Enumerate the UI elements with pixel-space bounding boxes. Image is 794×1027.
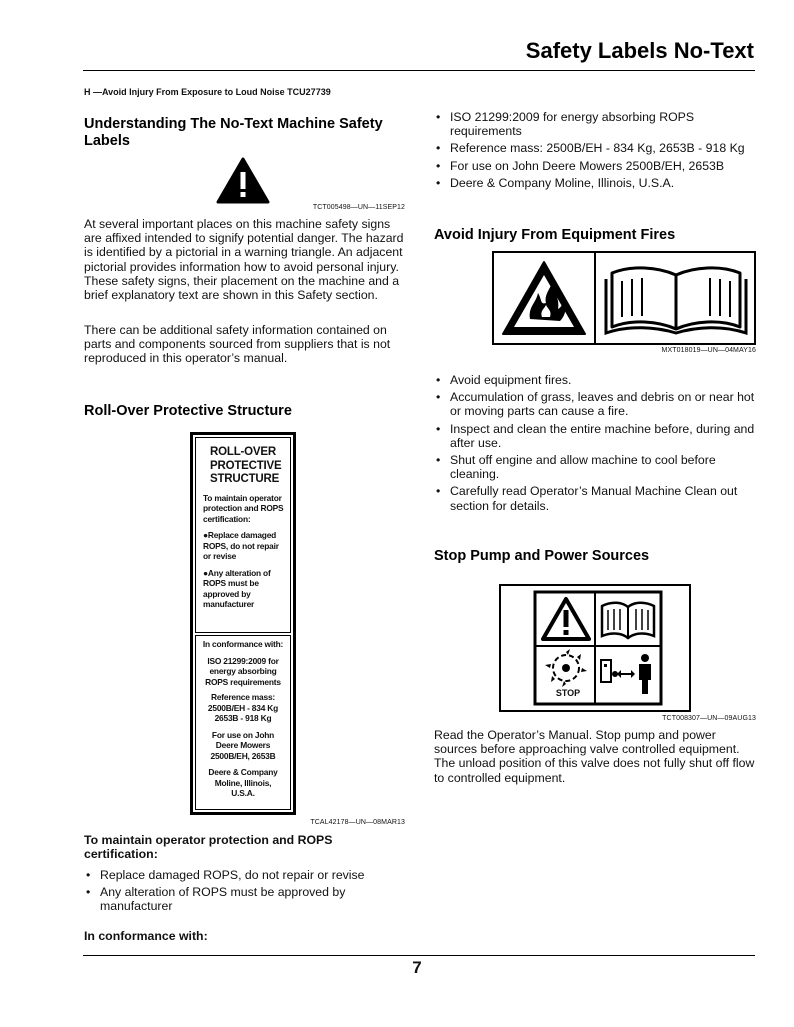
- rops-caption: TCAL42178—UN—08MAR13: [310, 819, 405, 826]
- footer-rule: [83, 955, 755, 956]
- rops-label-reference-2: 2653B - 918 Kg: [214, 713, 272, 723]
- header-rule: [83, 70, 755, 71]
- list-item: • Replace damaged ROPS, do not repair or revise: [84, 868, 394, 882]
- rops-bullet-list: [84, 868, 394, 917]
- rops-label-reference-1: 2500B/EH - 834 Kg: [207, 702, 279, 713]
- reference-line: H —Avoid Injury From Exposure to Loud Noise TCU27739: [84, 87, 331, 97]
- rops-conformance-heading: In conformance with:: [84, 929, 208, 943]
- rops-spec-bullet-list: [434, 110, 759, 193]
- list-item: • Inspect and clean the entire machine before, during and after use.: [434, 422, 759, 450]
- rops-label-top-panel: [195, 437, 291, 633]
- stop-pump-label: [499, 584, 691, 712]
- list-item: • Any alteration of ROPS must be approved by manufacturer: [84, 885, 394, 913]
- fires-bullet-list: [434, 373, 759, 516]
- rops-label-bullet-2: ●Any alteration of ROPS must be approved by manufacturer: [203, 567, 271, 609]
- manual-book-icon: [602, 261, 750, 335]
- rops-maintain-heading: To maintain operator protection and ROPS certification:: [84, 833, 333, 862]
- stop-pump-paragraph: Read the Operator’s Manual. Stop pump and power sources before approaching valve controlled equipment. The unload position of this valve does not fully shut off flow to controlled equipment.: [434, 728, 755, 785]
- manual-book-icon: [598, 598, 658, 642]
- fires-caption: MXT018019—UN—04MAY16: [661, 347, 756, 354]
- fire-warning-icon: [500, 259, 588, 337]
- list-item: • Reference mass: 2500B/EH - 834 Kg, 2653B - 918 Kg: [434, 141, 759, 155]
- stop-text: STOP: [555, 688, 581, 698]
- understanding-paragraph-2: There can be additional safety information contained on parts and components sourced from suppliers that is not reproduced in this operator’s manual.: [84, 323, 391, 366]
- fires-heading: Avoid Injury From Equipment Fires: [434, 227, 676, 243]
- list-item: • Deere & Company Moline, Illinois, U.S.A.: [434, 176, 759, 190]
- list-item: • ISO 21299:2009 for energy absorbing ROPS requirements: [434, 110, 759, 138]
- list-item: • Avoid equipment fires.: [434, 373, 759, 387]
- rops-label: [190, 432, 296, 815]
- fire-safety-label: [492, 251, 756, 345]
- stop-power-isolation-icon: [599, 650, 657, 698]
- warning-triangle-icon: [216, 156, 270, 204]
- rops-label-conformance: In conformance with:: [202, 639, 284, 649]
- understanding-caption: TCT005498—UN—11SEP12: [312, 204, 405, 211]
- rops-label-use-on: For use on John Deere Mowers 2500B/EH, 2653B: [210, 729, 276, 761]
- rops-label-company: Deere & Company Moline, Illinois, U.S.A.: [208, 767, 278, 798]
- warning-triangle-icon: [541, 596, 591, 642]
- stop-pump-heading: Stop Pump and Power Sources: [434, 548, 650, 564]
- page-number: 7: [412, 958, 422, 977]
- list-item: • For use on John Deere Mowers 2500B/EH, 2653B: [434, 159, 759, 173]
- stop-pump-caption: TCT008307—UN—09AUG13: [662, 715, 756, 722]
- rops-label-bottom-panel: [195, 635, 291, 810]
- page-title: Safety Labels No-Text: [525, 38, 754, 63]
- rops-label-reference-title: Reference mass:: [210, 692, 276, 702]
- list-item: • Accumulation of grass, leaves and debris on or near hot or moving parts can cause a fire.: [434, 390, 759, 418]
- rops-label-maintain: To maintain operator protection and ROPS certification:: [203, 492, 284, 524]
- understanding-paragraph-1: At several important places on this machine safety signs are affixed intended to signify potential danger. The hazard is identified by a pictorial in a warning triangle. An adjacent pictorial provides information how to avoid personal injury. These safety signs, their placement on the machine and a brief explanatory text are shown in this Safety section.: [84, 217, 404, 303]
- list-item: • Carefully read Operator’s Manual Machine Clean out section for details.: [434, 484, 759, 512]
- understanding-heading: Understanding The No-Text Machine Safety Labels: [84, 116, 383, 149]
- list-item: • Shut off engine and allow machine to cool before cleaning.: [434, 453, 759, 481]
- rops-label-title: ROLL-OVER PROTECTIVE STRUCTURE: [210, 446, 282, 485]
- rotating-impeller-icon: [541, 648, 591, 688]
- rops-heading: Roll-Over Protective Structure: [84, 403, 292, 419]
- rops-label-iso: ISO 21299:2009 for energy absorbing ROPS requirements: [205, 655, 281, 687]
- rops-label-bullet-1: ●Replace damaged ROPS, do not repair or revise: [203, 530, 279, 561]
